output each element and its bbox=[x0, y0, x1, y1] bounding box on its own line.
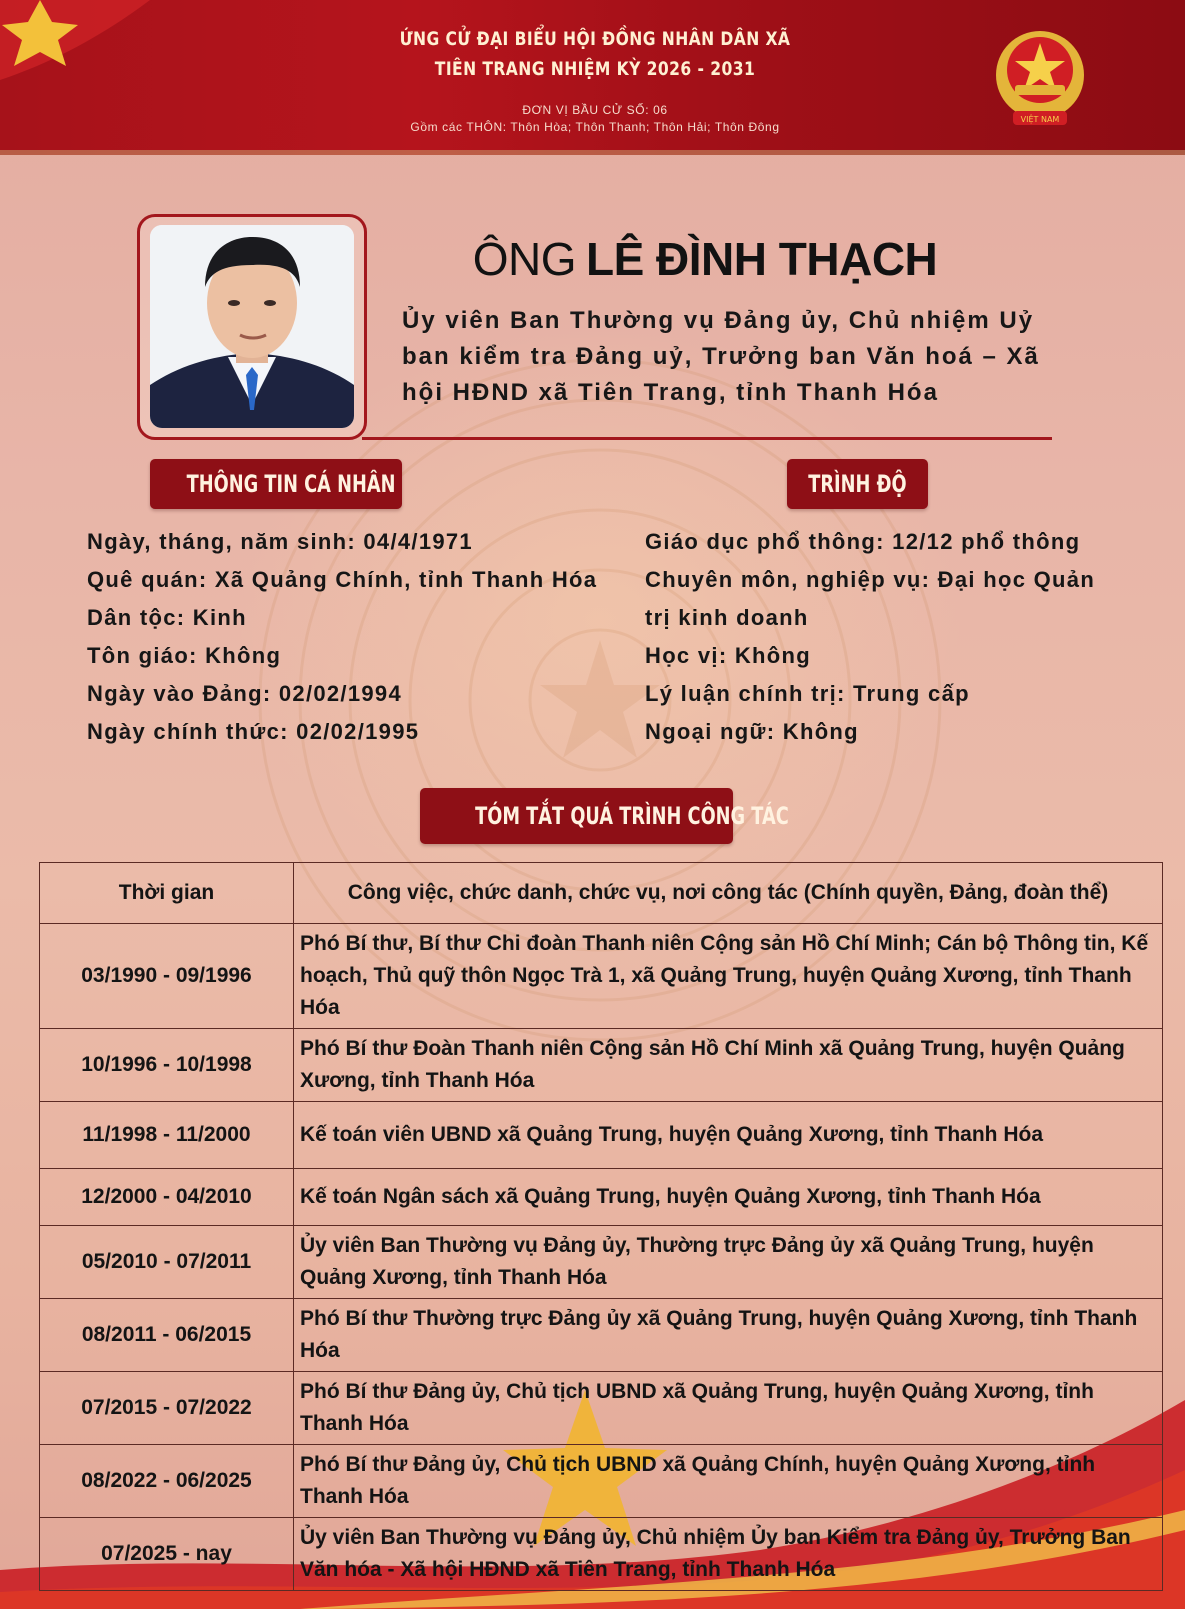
name-main: LÊ ĐÌNH THẠCH bbox=[586, 233, 938, 285]
row-desc: Phó Bí thư Đảng ủy, Chủ tịch UBND xã Quảng Trung, huyện Quảng Xương, tỉnh Thanh Hóa bbox=[294, 1372, 1163, 1445]
national-emblem-icon bbox=[985, 25, 1095, 135]
party-official-date: Ngày chính thức: 02/02/1995 bbox=[87, 719, 420, 744]
row-time: 07/2015 - 07/2022 bbox=[40, 1372, 294, 1445]
election-title-line2: TIÊN TRANG NHIỆM KỲ 2026 - 2031 bbox=[434, 58, 756, 80]
career-table bbox=[39, 862, 1163, 1591]
row-time: 07/2025 - nay bbox=[40, 1518, 294, 1591]
professional-line2: trị kinh doanh bbox=[645, 605, 809, 630]
row-desc: Kế toán viên UBND xã Quảng Trung, huyện Quảng Xương, tỉnh Thanh Hóa bbox=[294, 1102, 1163, 1169]
general-education: Giáo dục phổ thông: 12/12 phổ thông bbox=[645, 529, 1081, 554]
professional-line1: Chuyên môn, nghiệp vụ: Đại học Quản bbox=[645, 567, 1096, 592]
header-divider bbox=[0, 150, 1185, 155]
career-heading: TÓM TẮT QUÁ TRÌNH CÔNG TÁC bbox=[420, 788, 733, 844]
candidate-position: Ủy viên Ban Thường vụ Đảng ủy, Chủ nhiệm Uỷ ban kiểm tra Đảng uỷ, Trưởng ban Văn hoá – Xã hội HĐND xã Tiên Trang, tỉnh Thanh Hóa bbox=[402, 307, 1040, 406]
emblem-text: VIỆT NAM bbox=[1020, 115, 1060, 124]
personal-info-heading: THÔNG TIN CÁ NHÂN bbox=[150, 459, 402, 509]
row-time: 05/2010 - 07/2011 bbox=[40, 1226, 294, 1299]
table-row bbox=[40, 924, 1163, 1029]
ethnicity: Dân tộc: Kinh bbox=[87, 605, 247, 630]
row-desc: Phó Bí thư, Bí thư Chi đoàn Thanh niên Cộng sản Hồ Chí Minh; Cán bộ Thông tin, Kế hoạch, Thủ quỹ thôn Ngọc Trà 1, xã Quảng Trung, huyện Quảng Xương, tỉnh Thanh Hóa bbox=[294, 924, 1163, 1029]
election-title-line1: ỨNG CỬ ĐẠI BIỂU HỘI ĐỒNG NHÂN DÂN XÃ bbox=[399, 28, 791, 50]
row-desc: Phó Bí thư Đảng ủy, Chủ tịch UBND xã Quảng Chính, huyện Quảng Xương, tỉnh Thanh Hóa bbox=[294, 1445, 1163, 1518]
col-desc-header: Công việc, chức danh, chức vụ, nơi công tác (Chính quyền, Đảng, đoàn thể) bbox=[294, 863, 1163, 924]
table-row bbox=[40, 1102, 1163, 1169]
name-prefix: ÔNG bbox=[472, 233, 576, 285]
political-theory: Lý luận chính trị: Trung cấp bbox=[645, 681, 970, 706]
row-desc: Phó Bí thư Thường trực Đảng ủy xã Quảng Trung, huyện Quảng Xương, tỉnh Thanh Hóa bbox=[294, 1299, 1163, 1372]
party-join-date: Ngày vào Đảng: 02/02/1994 bbox=[87, 681, 402, 706]
header-banner bbox=[0, 0, 1185, 155]
table-row bbox=[40, 1226, 1163, 1299]
table-row bbox=[40, 1029, 1163, 1102]
villages-list: Gồm các THÔN: Thôn Hòa; Thôn Thanh; Thôn Hải; Thôn Đông bbox=[410, 120, 780, 134]
academic-degree: Học vị: Không bbox=[645, 643, 812, 668]
education-list bbox=[645, 523, 1135, 751]
birth-date: Ngày, tháng, năm sinh: 04/4/1971 bbox=[87, 529, 473, 554]
table-header-row bbox=[40, 863, 1163, 924]
personal-info-list bbox=[87, 523, 647, 751]
row-time: 12/2000 - 04/2010 bbox=[40, 1169, 294, 1226]
row-desc: Phó Bí thư Đoàn Thanh niên Cộng sản Hồ Chí Minh xã Quảng Trung, huyện Quảng Xương, tỉnh Thanh Hóa bbox=[294, 1029, 1163, 1102]
education-heading: TRÌNH ĐỘ bbox=[787, 459, 928, 509]
table-row bbox=[40, 1372, 1163, 1445]
row-time: 10/1996 - 10/1998 bbox=[40, 1029, 294, 1102]
table-row bbox=[40, 1169, 1163, 1226]
row-time: 08/2022 - 06/2025 bbox=[40, 1445, 294, 1518]
portrait-photo bbox=[150, 225, 354, 428]
row-time: 08/2011 - 06/2015 bbox=[40, 1299, 294, 1372]
portrait-illustration bbox=[150, 225, 354, 428]
flag-star-icon bbox=[0, 0, 150, 90]
row-desc: Ủy viên Ban Thường vụ Đảng ủy, Thường trực Đảng ủy xã Quảng Trung, huyện Quảng Xương, tỉnh Thanh Hóa bbox=[294, 1226, 1163, 1299]
table-row bbox=[40, 1445, 1163, 1518]
row-time: 11/1998 - 11/2000 bbox=[40, 1102, 294, 1169]
table-row bbox=[40, 1299, 1163, 1372]
hometown: Quê quán: Xã Quảng Chính, tỉnh Thanh Hóa bbox=[87, 567, 598, 592]
electoral-unit: ĐƠN VỊ BẦU CỬ SỐ: 06 bbox=[522, 103, 668, 117]
row-desc: Kế toán Ngân sách xã Quảng Trung, huyện Quảng Xương, tỉnh Thanh Hóa bbox=[294, 1169, 1163, 1226]
row-time: 03/1990 - 09/1996 bbox=[40, 924, 294, 1029]
religion: Tôn giáo: Không bbox=[87, 643, 282, 668]
row-desc: Ủy viên Ban Thường vụ Đảng ủy, Chủ nhiệm Ủy ban Kiểm tra Đảng ủy, Trưởng Ban Văn hóa - Xã hội HĐND xã Tiên Trang, tỉnh Thanh Hóa bbox=[294, 1518, 1163, 1591]
table-row bbox=[40, 1518, 1163, 1591]
profile-underline bbox=[362, 437, 1052, 440]
foreign-language: Ngoại ngữ: Không bbox=[645, 719, 859, 744]
candidate-name bbox=[420, 232, 990, 286]
col-time-header: Thời gian bbox=[40, 863, 294, 924]
